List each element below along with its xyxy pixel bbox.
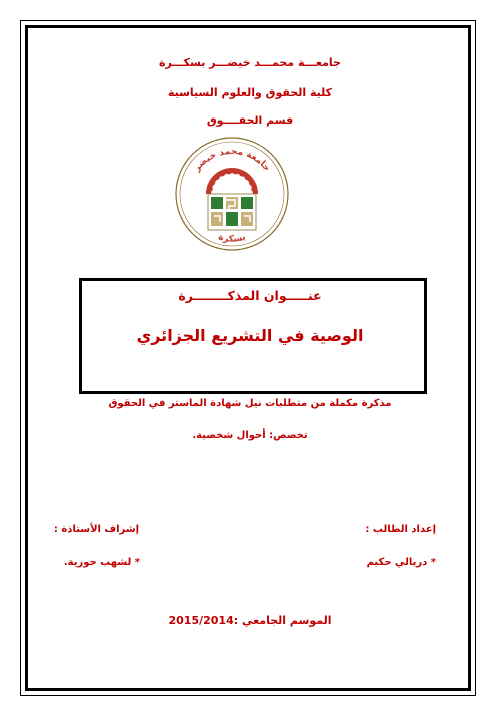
thesis-specialty: تخصص: أحوال شخصية. [192, 430, 308, 441]
student-name: * دريالي حكيم [366, 557, 436, 568]
thesis-description: مذكرة مكملة من متطلبات نيل شهادة الماستر في الحقوق [108, 398, 392, 409]
academic-year: الموسم الجامعي :2015/2014 [168, 614, 332, 627]
logo-blocks [208, 194, 256, 230]
prepared-by-label: إعداد الطالب : [365, 524, 436, 535]
logo-arc-text-bottom: بسكرة [217, 232, 248, 245]
department-name: قسم الحقــــوق [206, 114, 294, 127]
thesis-title: الوصية في التشريع الجزائري [136, 326, 364, 345]
university-name: جامعـــة محمـــد خيضـــر بسكـــرة [159, 56, 341, 69]
logo-arc-text-top: جامعة محمد خيضر [192, 146, 272, 174]
supervision-label: إشراف الأستاذة : [53, 524, 139, 535]
logo-arch [206, 168, 258, 194]
university-logo-icon [172, 134, 292, 254]
supervisor-name: * لشهب حورية. [63, 557, 140, 568]
thesis-title-label: عنـــــوان المذكــــــــرة [178, 288, 322, 303]
faculty-name: كلية الحقوق والعلوم السياسية [167, 86, 333, 99]
svg-text:بسكرة [217, 232, 247, 245]
